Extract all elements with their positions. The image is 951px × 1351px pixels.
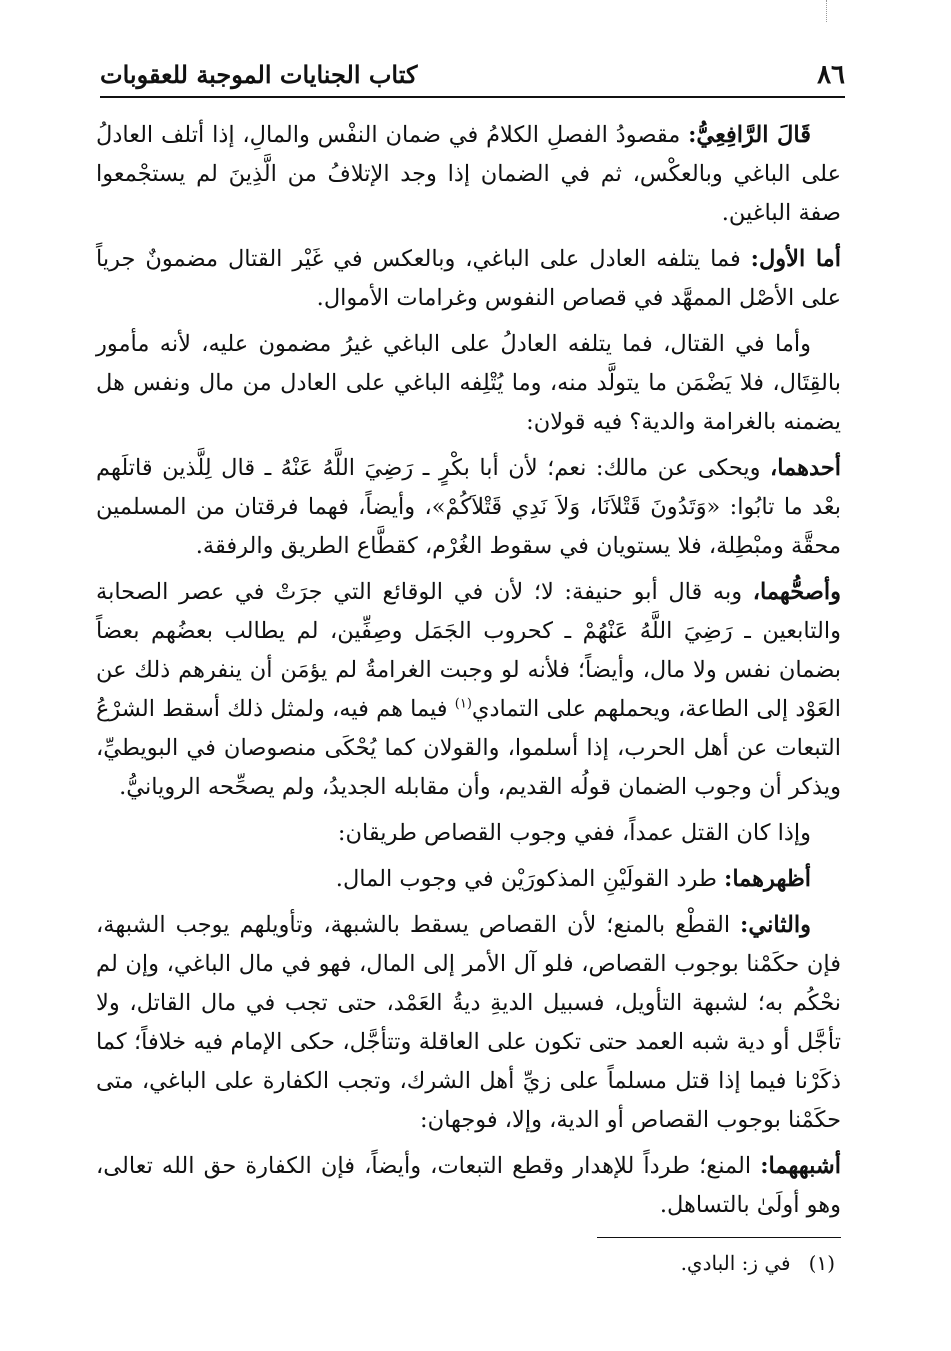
footnote-divider [597,1237,841,1238]
paragraph-sounder-opinion [96,573,841,807]
page-number: ٨٦ [817,60,845,90]
paragraph-text: وإذا كان القتل عمداً، ففي وجوب القصاص طريقان: [337,820,811,846]
paragraph-intentional-killing [96,814,841,853]
footnote-reference[interactable]: (١) [454,696,472,712]
paragraph-lead: والثاني: [740,912,811,938]
paragraph-text-continued: فيما هم فيه، ولمثل ذلك أسقط الشرْعُ التبعات عن أهل الحرب، إذا أسلموا، والقولان كما يُحْكَى منصوصان في البويطيِّ، ويذكر أن وجوب الضمان قولُه القديم، وأن مقابله الجديدُ، ولم يصحِّحه الرويانيُّ. [96,696,842,800]
paragraph-text: وبه قال أبو حنيفة: لا؛ لأن في الوقائع التي جرَتْ في عصر الصحابة والتابعين ـ رَضِيَ اللَّهُ عَنْهُمْ ـ كحروب الجَمَل وصِفِّين، لم يطالب بعضُهم بعضاً بضمان نفس ولا مال، وأيضاً؛ فلأنه لو وجبت الغرامةُ لم يؤمَن أن ينفرهم ذلك عن العَوْد إلى الطاعة، ويحملهم على التمادي [96,579,841,722]
paragraph-lead: قَالَ الرَّافِعِيُّ: [688,122,811,148]
running-title: كتاب الجنايات الموجبة للعقوبات [100,60,418,89]
paragraph-fighting [96,325,841,442]
paragraph-second-way [96,906,841,1140]
paragraph-lead: أشبههما: [760,1153,841,1179]
footnote-text: في ز: البادي. [680,1251,791,1275]
paragraph-text: مقصودُ الفصلِ الكلامُ في ضمان النفْس والمالِ، إذا أتلف العادلُ على الباغي وبالعكْس، ثم في الضمان إذا وجد الإتلافُ من الَّذِينَ لم يستجْمعوا صفة الباغين. [96,122,841,226]
page-header [100,48,845,98]
paragraph-lead: أظهرهما: [724,866,811,892]
paragraph-text: فما يتلفه العادل على الباغي، وبالعكس في غَيْر القتال مضمونٌ جرياً على الأصْل الممهَّد في قصاص النفوس وغرامات الأموال. [96,246,841,311]
paragraph-first-opinion [96,449,841,566]
paragraph-text: وأما في القتال، فما يتلفه العادلُ على الباغي غيرُ مضمون عليه، لأنه مأمور بالقِتَال، فلا يَضْمَن ما يتولَّد منه، وما يُتْلِفه الباغي على العادل من مال ونفس هل يضمنه بالغرامة والدية؟ فيه قولان: [96,331,841,435]
main-text [96,116,841,1232]
scan-edge-mark [826,0,827,22]
paragraph-most-similar [96,1147,841,1225]
paragraph-text: ويحكى عن مالك: نعم؛ لأن أبا بكْرٍ ـ رَضِيَ اللَّهُ عَنْهُ ـ قال لِلَّذين قاتلَهم بعْد ما تابُوا: «وَتَدُونَ قَتْلاَنَا، وَلاَ نَدِي قَتْلاَكُمْ»، وأيضاً، فهما فرقتان من المسلمين محقَّة ومبْطِلة، فلا يستويان في سقوط الغُرْم، كقطَّاع الطريق والرفقة. [96,455,841,559]
footnote-number: (١) [808,1251,835,1275]
paragraph-text: طرد القولَيْنِ المذكورَيْن في وجوب المال. [335,866,725,892]
paragraph-more-apparent [96,860,841,899]
paragraph-lead: أما الأول: [750,246,841,272]
paragraph-text: المنع؛ طرداً للإهدار وقطع التبعات، وأيضاً، فإن الكفارة حق الله تعالى، وهو أولَىٰ بالتساهل. [96,1153,841,1218]
paragraph-first [96,240,841,318]
footnote [400,1248,835,1278]
paragraph-rafii [96,116,841,233]
paragraph-lead: أحدهما، [770,455,841,481]
paragraph-text: القطْع بالمنع؛ لأن القصاص يسقط بالشبهة، وتأويلهم يوجب الشبهة، فإن حكَمْنا بوجوب القصاص، فلو آل الأمر إلى المال، فهو في مال الباغي، وإن لم نحْكُم به؛ لشبهة التأويل، فسبيل الديةِ ديةُ العَمْد، حتى تجب في مال القاتل، ولا تأجَّل أو دية شبه العمد حتى تكون على العاقلة وتتأجَّل، حكى الإمام فيه خلافاً؛ كما ذكَرْنا فيما إذا قتل مسلماً على زيِّ أهل الشرك، وتجب الكفارة على الباغي، متى حكَمْنا بوجوب القصاص أو الدية، وإلا، فوجهان: [96,912,841,1133]
paragraph-lead: وأصحُّهما، [752,579,841,605]
